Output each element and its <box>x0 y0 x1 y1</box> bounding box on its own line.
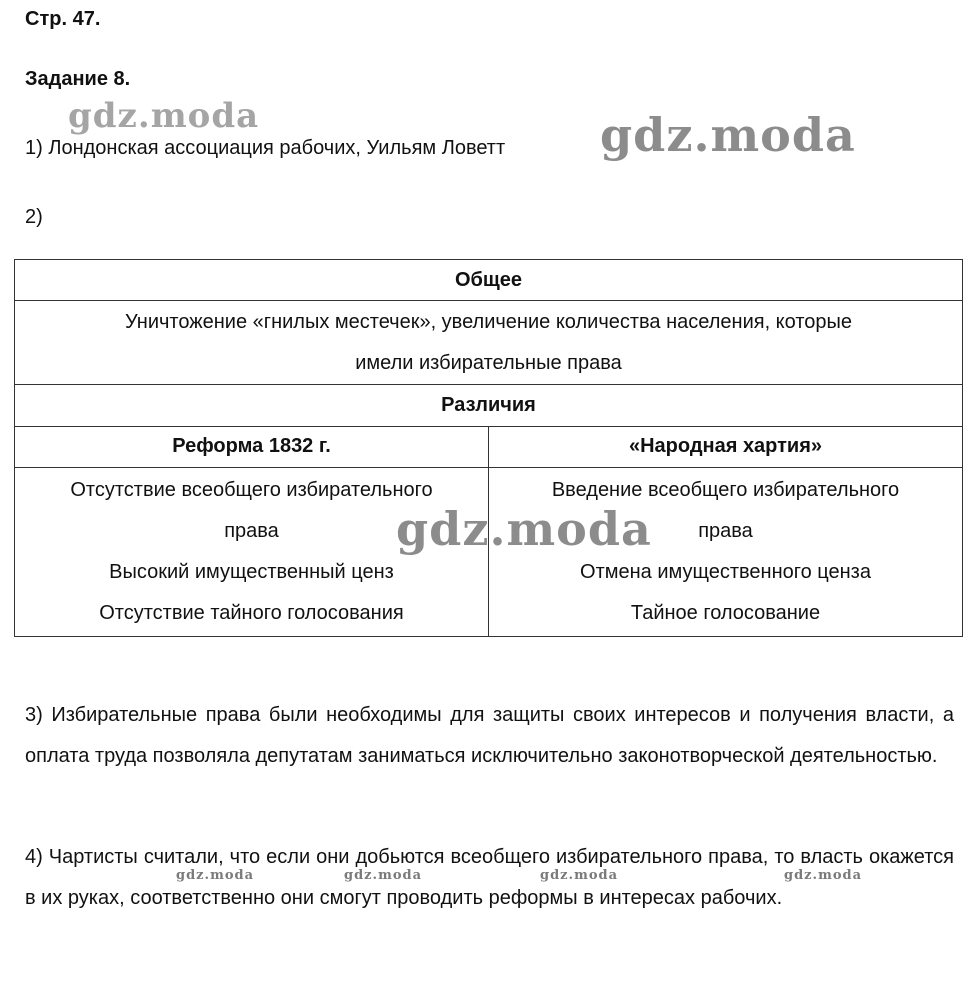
charter-line: Отмена имущественного ценза <box>580 561 871 584</box>
watermark: gdz.moda <box>600 108 856 162</box>
common-line: имели избирательные права <box>355 351 622 374</box>
page-header: Стр. 47. <box>25 8 101 30</box>
differences-header: Различия <box>15 385 963 426</box>
watermark: gdz.moda <box>784 868 863 883</box>
reform-line: Отсутствие тайного голосования <box>99 602 404 625</box>
answer-2-label: 2) <box>25 206 43 228</box>
charter-line: Введение всеобщего избирательного <box>551 479 900 502</box>
comparison-table <box>14 259 963 637</box>
watermark: gdz.moda <box>540 868 619 883</box>
answer-1: 1) Лондонская ассоциация рабочих, Уильям Ловетт <box>25 137 506 159</box>
answer-3: 3) Избирательные права были необходимы для защиты своих интересов и получения власти, а оплата труда позволяла депутатам заниматься исключительно законотворческой деятельностью. <box>25 704 954 767</box>
common-cell <box>15 301 963 385</box>
charter-line: Тайное голосование <box>630 602 821 625</box>
common-header: Общее <box>15 260 963 301</box>
common-line: Уничтожение «гнилых местечек», увеличение количества населения, которые <box>124 310 853 333</box>
column-header-reform-1832: Реформа 1832 г. <box>15 426 489 467</box>
reform-line: Отсутствие всеобщего избирательного <box>70 479 433 502</box>
charter-line: права <box>698 520 753 543</box>
answer-4: 4) Чартисты считали, что если они добьются всеобщего избирательного права, то власть окажется в их руках, соответственно они смогут проводить реформы в интересах рабочих. <box>25 846 954 909</box>
column-header-peoples-charter: «Народная хартия» <box>489 426 963 467</box>
watermark: gdz.moda <box>344 868 423 883</box>
task-title: Задание 8. <box>25 68 131 90</box>
watermark: gdz.moda <box>396 502 652 556</box>
reform-line: права <box>224 520 279 543</box>
watermark: gdz.moda <box>68 96 260 136</box>
watermark: gdz.moda <box>176 868 255 883</box>
reform-line: Высокий имущественный ценз <box>109 561 394 584</box>
